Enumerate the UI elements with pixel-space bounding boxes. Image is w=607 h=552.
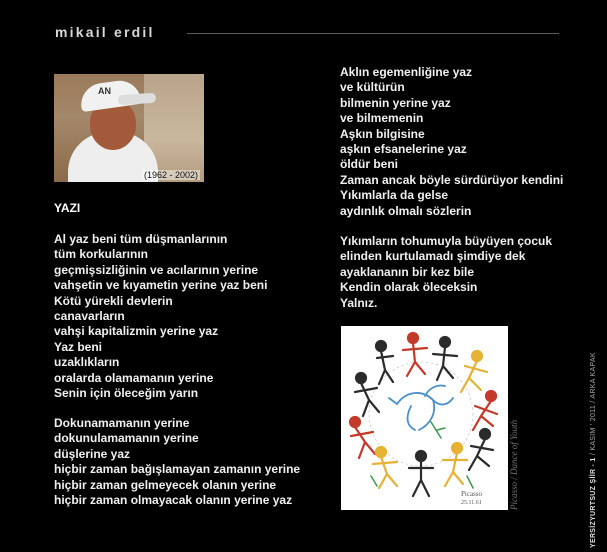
poem-line: Yaz beni [54,339,103,354]
poem-line: Yıkımlarla da gelse [340,188,449,203]
poem-line: uzaklıkların [54,355,120,370]
poem-stanza-2 [54,416,300,508]
artwork-date: 25.11.61 [461,500,482,506]
picasso-artwork [341,326,508,510]
poem-line: aydınlık olmalı sözlerin [340,203,472,218]
author-photo [54,74,204,182]
poem-line: Kendin olarak öleceksin [340,280,478,295]
poem-line: Aşkın bilgisine [340,126,425,141]
poem-stanza-4 [340,234,552,311]
poem-line: canavarların [54,309,125,324]
cap-logo: AN [98,86,111,96]
poem-line: elinden kurtulamadı şimdiye dek [340,249,526,264]
poem-line: Yalnız. [340,295,378,310]
poem-title: YAZI [54,201,81,215]
header-divider [187,33,559,34]
issue-info: / KASIM ' 2011 / ARKA KAPAK [590,352,597,458]
poem-line: ve kültürün [340,80,405,95]
poem-line: hiçbir zaman bağışlamayan zamanın yerine [54,462,301,477]
poem-line: vahşetin ve kıyametin yerine yaz beni [54,278,268,293]
poem-line: hiçbir zaman gelmeyecek olanın yerine [54,477,277,492]
poem-line: öldür beni [340,157,398,172]
poem-line: Senin için öleceğim yarın [54,386,199,401]
issue-title: YERSİZYURTSUZ ŞİİR - 1 [590,457,597,548]
poem-stanza-1 [54,232,267,401]
poem-line: ve bilmemenin [340,111,424,126]
poem-line: bilmenin yerine yaz [340,95,451,110]
poem-line: tüm korkularının [54,247,149,262]
poem-line: Aklın egemenliğine yaz [340,65,473,79]
poem-line: Dokunamamanın yerine [54,416,190,430]
poem-line: vahşi kapitalizmin yerine yaz [54,324,219,339]
photo-caption: (1962 - 2002) [143,170,198,180]
poem-line: düşlerine yaz [54,446,131,461]
poem-line: Zaman ancak böyle sürdürüyor kendini [340,172,564,187]
poem-line: oralarda olamamanın yerine [54,370,214,385]
artwork-signature: Picasso [461,490,482,498]
poem-line: dokunulamamanın yerine [54,431,199,446]
issue-footer [590,352,597,548]
poem-line: ayaklananın bir kez bile [340,264,475,279]
author-name: mikail erdil [55,24,155,40]
dance-of-youth-drawing [341,326,508,510]
poem-line: geçmişsizliğinin ve acılarının yerine [54,262,259,277]
artwork-caption: Picasso / Dance of Youth [509,419,519,510]
poem-line: hiçbir zaman olmayacak olanın yerine yaz [54,493,293,508]
poem-line: Kötü yürekli devlerin [54,293,173,308]
poem-stanza-3 [340,65,563,219]
poem-line: aşkın efsanelerine yaz [340,142,467,157]
poem-line: Al yaz beni tüm düşmanlarının [54,232,228,246]
poem-line: Yıkımların tohumuyla büyüyen çocuk [340,234,553,248]
